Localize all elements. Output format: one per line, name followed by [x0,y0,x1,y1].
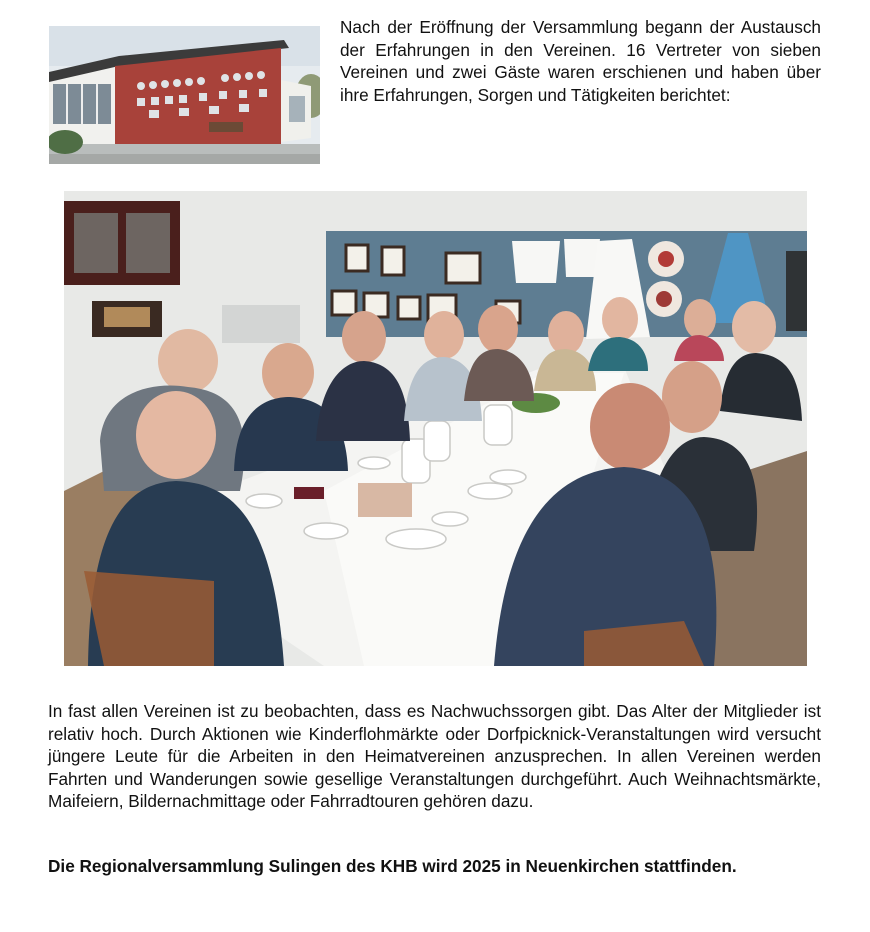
building-photo [49,26,320,164]
intro-paragraph: Nach der Eröffnung der Versammlung begann der Austausch der Erfahrungen in den Vereinen. 16 Vertreter von sieben Vereinen und zwei Gäste waren erschienen und haben über ihre Erfahrungen, Sorgen und Tätigkeiten berichtet: [340,17,821,105]
body-paragraph: In fast allen Vereinen ist zu beobachten, dass es Nachwuchssorgen gibt. Das Alter der Mitglieder ist relativ hoch. Durch Aktionen wie Kinderflohmärkte oder Dorfpicknick-Veranstaltungen wird versucht jüngere Leute für die Arbeiten in den Heimatvereinen anzusprechen. In allen Vereinen werden Fahrten und Wanderungen sowie gesellige Veranstaltungen durchgeführt. Auch Weihnachtsmärkte, Maifeiern, Bildernachmittage oder Fahrradtouren gehören dazu. [48,701,821,811]
closing-statement: Die Regionalversammlung Sulingen des KHB wird 2025 in Neuenkirchen stattfinden. [48,856,737,876]
meeting-photo [64,191,807,666]
